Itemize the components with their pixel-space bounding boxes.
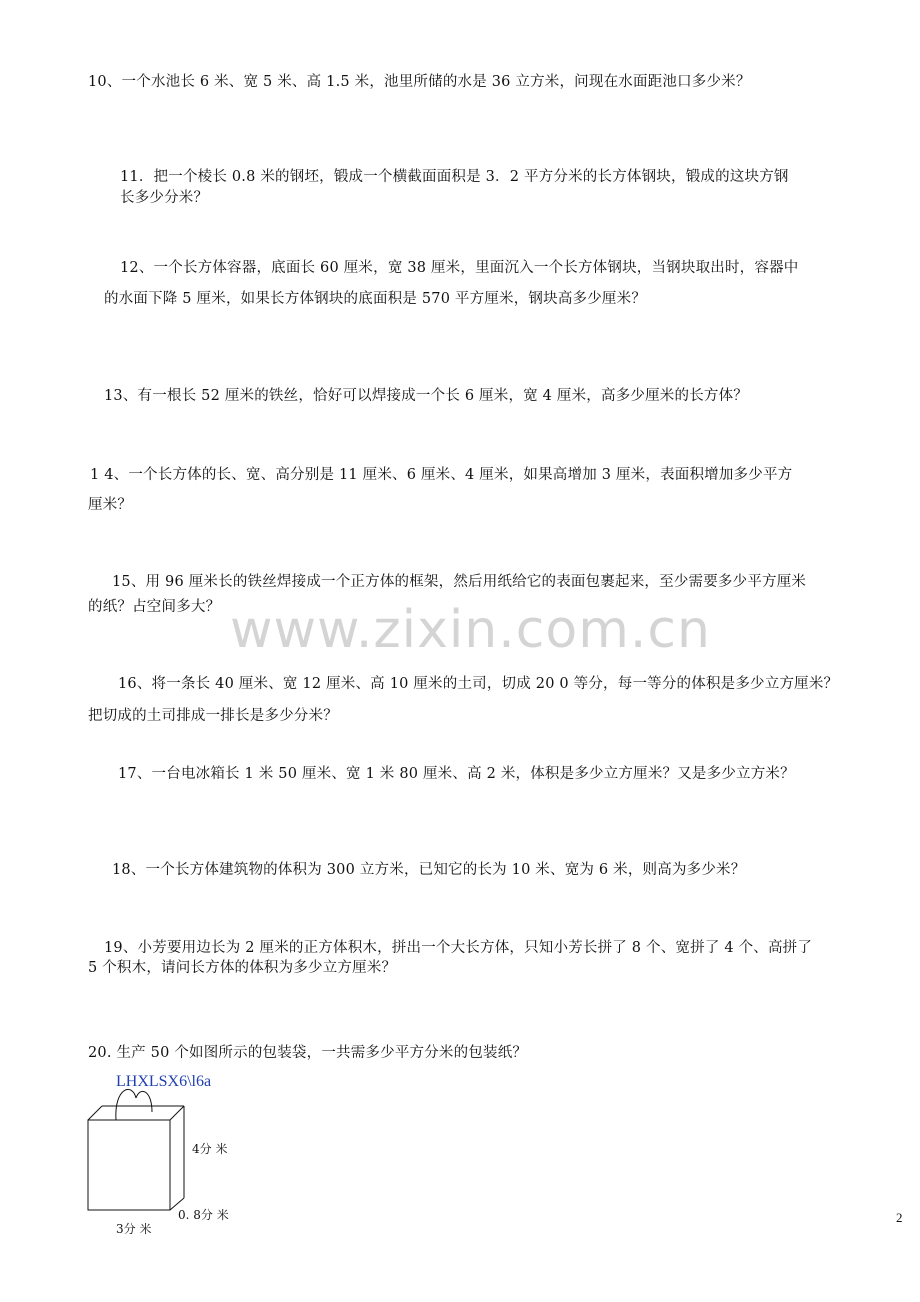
question-11-line-2: 长多少分米？: [120, 190, 209, 206]
bag-right-top-edge: [170, 1106, 184, 1120]
question-11-line-1: 11．把一个棱长 0.8 米的钢坯，锻成一个横截面面积是 3．2 平方分米的长方体钢块，锻成的这块方钢: [120, 169, 789, 185]
question-18-line-1: 18、一个长方体建筑物的体积为 300 立方米，已知它的长为 10 米、宽为 6 米，则高为多少米？: [112, 862, 746, 878]
question-12-line-1: 12、一个长方体容器，底面长 60 厘米，宽 38 厘米，里面沉入一个长方体钢块，当钢块取出时，容器中: [120, 260, 799, 276]
bag-front-face: [88, 1120, 170, 1210]
question-17-line-1: 17、一台电冰箱长 1 米 50 厘米、宽 1 米 80 厘米、高 2 米，体积是多少立方厘米？又是多少立方米？: [118, 766, 795, 782]
height-label: 4分 米: [192, 1142, 228, 1156]
depth-label: 0. 8分 米: [178, 1208, 229, 1222]
question-15-line-1: 15、用 96 厘米长的铁丝焊接成一个正方体的框架，然后用纸给它的表面包裹起来，至少需要多少平方厘米: [112, 574, 807, 590]
width-label: 3分 米: [116, 1222, 152, 1236]
question-20-line-1: 20. 生产 50 个如图所示的包装袋，一共需多少平方分米的包装纸？: [88, 1045, 528, 1061]
question-19-line-1: 19、小芳要用边长为 2 厘米的正方体积木，拼出一个大长方体，只知小芳长拼了 8 个、宽拼了 4 个、高拼了: [104, 940, 813, 956]
question-13-line-1: 13、有一根长 52 厘米的铁丝，恰好可以焊接成一个长 6 厘米，宽 4 厘米，高多少厘米的长方体？: [104, 388, 749, 404]
question-10-line-1: 10、一个水池长 6 米、宽 5 米、高 1.5 米，池里所储的水是 36 立方米，问现在水面距池口多少米？: [88, 74, 751, 90]
bag-handle-left: [116, 1089, 136, 1120]
figure-code-text: LHXLSX6\l6a: [116, 1073, 212, 1090]
question-14-line-1: 1 4、一个长方体的长、宽、高分别是 11 厘米、6 厘米、4 厘米，如果高增加 3 厘米，表面积增加多少平方: [90, 467, 793, 483]
bag-handle-right: [136, 1091, 152, 1112]
page-number: 2: [896, 1210, 903, 1225]
question-12-line-2: 的水面下降 5 厘米，如果长方体钢块的底面积是 570 平方厘米，钢块高多少厘米？: [104, 291, 647, 307]
question-16-line-2: 把切成的土司排成一排长是多少分米？: [88, 708, 338, 724]
question-16-line-1: 16、将一条长 40 厘米、宽 12 厘米、高 10 厘米的土司，切成 20 0 等分，每一等分的体积是多少立方厘米？: [118, 676, 839, 692]
question-14-line-2: 厘米？: [88, 497, 133, 513]
watermark: www.zixin.com.cn: [230, 600, 711, 660]
question-19-line-2: 5 个积木，请问长方体的体积为多少立方厘米？: [88, 960, 397, 976]
bag-left-top-edge: [88, 1106, 102, 1120]
question-15-line-2: 的纸？占空间多大？: [88, 599, 221, 615]
